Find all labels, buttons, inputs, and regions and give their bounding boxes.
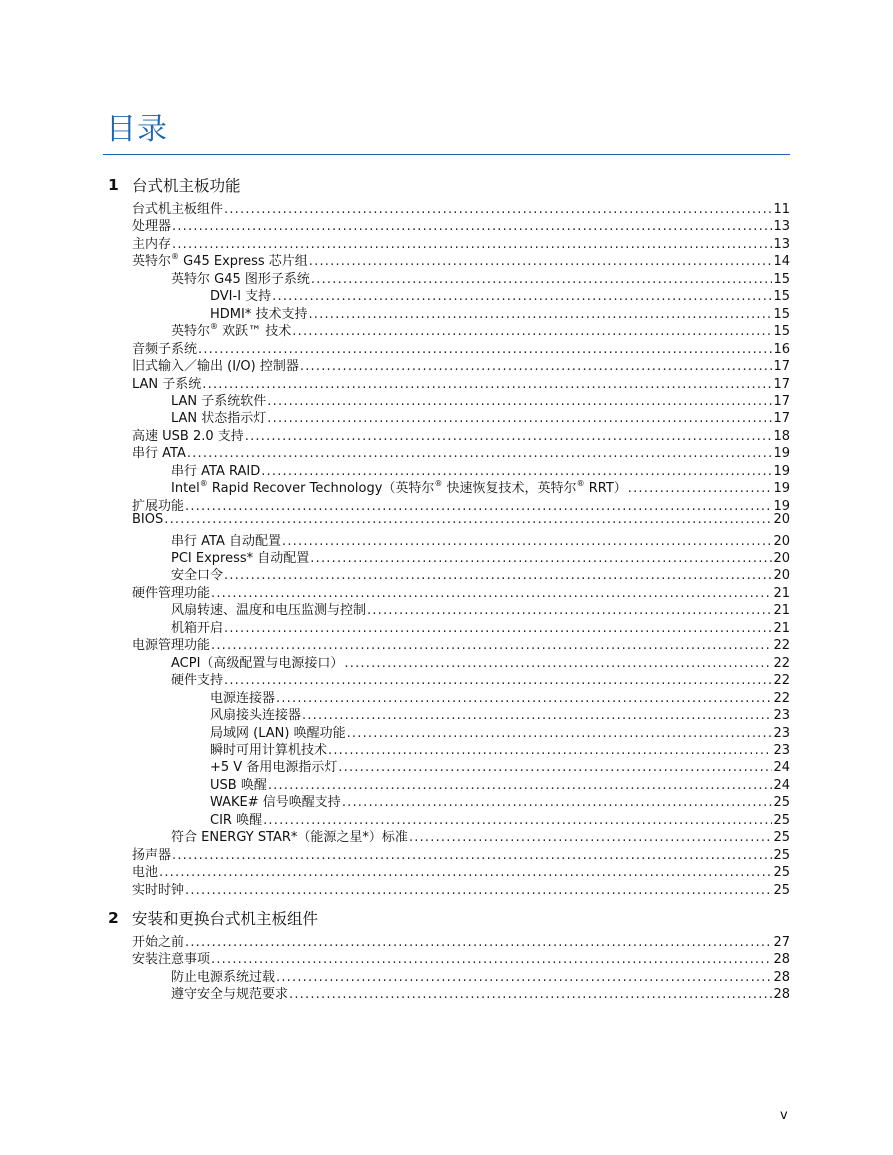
toc-entry[interactable]	[132, 198, 790, 215]
toc-entry[interactable]	[171, 599, 790, 619]
dot-leader	[164, 512, 772, 527]
toc-entry-label: 安装注意事项	[132, 952, 211, 968]
toc-entry-label: LAN 状态指示灯	[171, 411, 267, 427]
toc-entry-label: 音频子系统	[132, 341, 198, 357]
toc-entry-page: 19	[773, 446, 790, 462]
toc-entry[interactable]	[171, 477, 790, 497]
toc-entry[interactable]	[210, 722, 790, 739]
chapter-title: 安装和更换台式机主板组件	[132, 910, 319, 928]
toc-entry[interactable]	[132, 355, 790, 375]
toc-entry-page: 11	[773, 202, 790, 217]
toc-entry-label: 英特尔® G45 Express 芯片组	[132, 252, 308, 270]
toc-entry[interactable]	[132, 250, 790, 270]
toc-entry-label: 硬件支持	[171, 673, 224, 689]
toc-entry-page: 13	[773, 236, 790, 252]
toc-entry[interactable]	[171, 669, 790, 689]
toc-entry[interactable]	[132, 948, 790, 968]
toc-heading: 目录	[106, 112, 168, 147]
toc-entry[interactable]	[132, 442, 790, 462]
toc-entry-page: 27	[773, 935, 790, 950]
dot-leader	[289, 987, 772, 1002]
toc-entry[interactable]	[132, 879, 790, 896]
toc-entry[interactable]	[132, 844, 790, 861]
toc-entry-page: 22	[773, 638, 790, 654]
toc-entry-page: 15	[773, 306, 790, 322]
toc-entry-page: 25	[773, 830, 790, 846]
toc-entry-page: 24	[773, 760, 790, 776]
toc-entry-page: 19	[773, 481, 790, 497]
toc-entry-page: 25	[773, 865, 790, 881]
toc-entry-page: 25	[773, 847, 790, 863]
toc-entry-label: 扬声器	[132, 847, 172, 863]
toc-entry[interactable]	[210, 791, 790, 811]
toc-entry-label: 符合 ENERGY STAR*（能源之星*）标准	[171, 830, 408, 846]
toc-entry[interactable]	[171, 983, 790, 1003]
toc-entry[interactable]	[171, 390, 790, 407]
toc-entry-label: BIOS	[132, 512, 164, 528]
chapter-number: 1	[108, 176, 119, 194]
toc-entry-label: 串行 ATA	[132, 446, 186, 462]
toc-entry-page: 16	[773, 341, 790, 357]
toc-entry-label: 串行 ATA 自动配置	[171, 533, 281, 549]
toc-entry-label: 英特尔 G45 图形子系统	[171, 271, 310, 287]
toc-entry-label: 台式机主板组件	[132, 202, 224, 217]
toc-entry-page: 21	[773, 603, 790, 619]
toc-entry-label: 机箱开启	[171, 620, 224, 636]
toc-entry-label: 电池	[132, 865, 159, 881]
toc-entry-label: 硬件管理功能	[132, 585, 211, 601]
toc-entry[interactable]	[132, 861, 790, 881]
chapter-heading[interactable]	[108, 174, 790, 196]
toc-entry[interactable]	[171, 966, 790, 983]
toc-entry-label: 安全口令	[171, 568, 224, 584]
toc-entry-label: 风扇接头连接器	[210, 708, 302, 724]
chapter-number: 2	[108, 909, 119, 927]
chapter-title: 台式机主板功能	[132, 177, 241, 195]
toc-entry[interactable]	[171, 268, 790, 285]
toc-entry[interactable]	[171, 530, 790, 547]
toc-entry-label: 主内存	[132, 236, 172, 252]
toc-entry[interactable]	[132, 495, 790, 512]
toc-entry-page: 18	[773, 428, 790, 444]
toc-entry[interactable]	[210, 739, 790, 756]
toc-entry-label: PCI Express* 自动配置	[171, 551, 310, 566]
toc-entry-page: 17	[773, 411, 790, 427]
toc-entry-label: 防止电源系统过载	[171, 969, 276, 985]
toc-entry-label: 扩展功能	[132, 498, 185, 514]
toc-entry[interactable]	[210, 756, 790, 776]
toc-entry-page: 19	[773, 463, 790, 479]
toc-entry[interactable]	[171, 564, 790, 584]
toc-entry-label: 瞬时可用计算机技术	[210, 742, 328, 758]
toc-entry-label: 串行 ATA RAID	[171, 463, 261, 479]
toc-entry-label: USB 唤醒	[210, 777, 267, 793]
toc-entry[interactable]	[132, 634, 790, 654]
toc-entry-page: 28	[773, 952, 790, 968]
dot-leader	[185, 883, 772, 898]
toc-entry[interactable]	[210, 809, 790, 826]
toc-entry[interactable]	[171, 826, 790, 846]
toc-entry-page: 22	[773, 655, 790, 671]
toc-entry-page: 23	[773, 708, 790, 724]
toc-entry[interactable]	[132, 931, 790, 948]
toc-entry-label: 高速 USB 2.0 支持	[132, 428, 244, 444]
toc-entry-page: 20	[773, 533, 790, 549]
toc-entry[interactable]	[132, 338, 790, 355]
heading-divider	[103, 154, 790, 155]
toc-entry[interactable]	[210, 303, 790, 320]
toc-entry[interactable]	[171, 652, 790, 669]
toc-entry[interactable]	[171, 460, 790, 477]
toc-entry-label: Intel® Rapid Recover Technology（英特尔® 快速恢复技术，英特尔® RRT）	[171, 478, 627, 497]
toc-entry-label: 局域网 (LAN) 唤醒功能	[210, 725, 346, 741]
toc-entry-page: 20	[773, 551, 790, 566]
toc-entry-page: 17	[773, 359, 790, 375]
toc-entry-page: 13	[773, 219, 790, 235]
toc-entry-label: WAKE# 信号唤醒支持	[210, 795, 341, 811]
toc-entry-label: DVI-I 支持	[210, 289, 272, 305]
toc-entry-label: LAN 子系统	[132, 376, 202, 392]
toc-entry-page: 15	[773, 289, 790, 305]
toc-entry[interactable]	[171, 320, 790, 340]
toc-entry-page: 28	[773, 969, 790, 985]
toc-entry-label: LAN 子系统软件	[171, 393, 267, 409]
toc-entry-label: ACPI（高级配置与电源接口）	[171, 655, 344, 671]
toc-entry[interactable]	[171, 617, 790, 634]
toc-entry[interactable]	[210, 687, 790, 704]
toc-entry-label: 电源管理功能	[132, 638, 211, 654]
toc-entry-label: 遵守安全与规范要求	[171, 987, 289, 1003]
toc-entry-page: 23	[773, 742, 790, 758]
toc-entry-page: 28	[773, 987, 790, 1003]
page-number: v	[780, 1108, 788, 1123]
toc-entry-label: +5 V 备用电源指示灯	[210, 760, 338, 776]
toc-entry-page: 22	[773, 673, 790, 689]
toc-entry-label: 风扇转速、温度和电压监测与控制	[171, 603, 367, 619]
toc-entry-page: 20	[773, 568, 790, 584]
toc-entry-page: 23	[773, 725, 790, 741]
toc-entry-label: 处理器	[132, 219, 172, 235]
toc-entry-page: 20	[773, 512, 790, 528]
toc-entry[interactable]	[132, 425, 790, 442]
toc-entry-page: 25	[773, 812, 790, 828]
toc-entry-page: 21	[773, 585, 790, 601]
toc-entry[interactable]	[132, 582, 790, 599]
chapter-heading[interactable]	[108, 907, 790, 929]
toc-entry-label: HDMI* 技术支持	[210, 306, 308, 322]
toc-entry[interactable]	[171, 547, 790, 564]
toc-entry-page: 25	[773, 882, 790, 898]
toc-entry-page: 17	[773, 376, 790, 392]
toc-entry-label: 旧式输入／输出 (I/O) 控制器	[132, 359, 299, 375]
toc-entry-page: 15	[773, 271, 790, 287]
toc-entry-label: 开始之前	[132, 935, 185, 950]
toc-entry-label: 实时时钟	[132, 882, 185, 898]
toc-entry-page: 24	[773, 777, 790, 793]
toc-entry-page: 25	[773, 795, 790, 811]
toc-entry[interactable]	[132, 233, 790, 250]
toc-entry-page: 15	[773, 324, 790, 340]
toc-entry[interactable]	[171, 407, 790, 427]
toc-entry-label: CIR 唤醒	[210, 812, 263, 828]
toc-entry-page: 19	[773, 498, 790, 514]
toc-entry[interactable]	[210, 704, 790, 724]
toc-entry-page: 21	[773, 620, 790, 636]
toc-entry[interactable]	[132, 373, 790, 390]
toc-entry-page: 14	[773, 254, 790, 270]
toc-entry[interactable]	[210, 285, 790, 305]
toc-entry-page: 22	[773, 690, 790, 706]
toc-entry[interactable]	[210, 774, 790, 791]
toc-entry[interactable]	[132, 512, 790, 529]
toc-entry[interactable]	[132, 215, 790, 235]
toc-entry-label: 电源连接器	[210, 690, 276, 706]
toc-entry-label: 英特尔® 欢跃™ 技术	[171, 321, 292, 340]
toc-entry-page: 17	[773, 393, 790, 409]
